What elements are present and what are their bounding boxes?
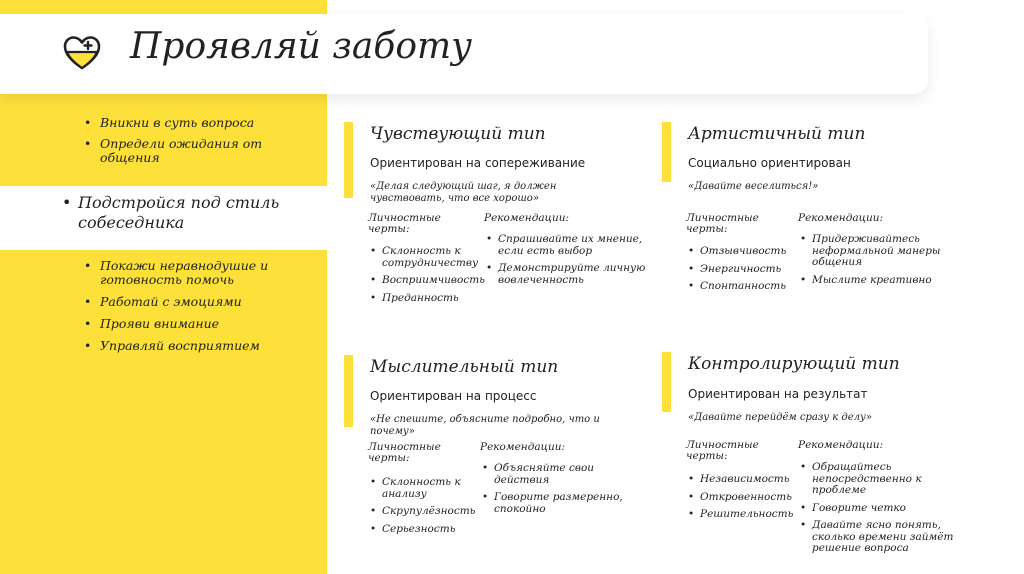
traits-label: Личностные черты: [686, 439, 759, 462]
traits-list [686, 246, 798, 299]
list-item: • Серьезность [368, 524, 480, 536]
recommendations-label: Рекомендации: [798, 439, 884, 451]
list-item: • Вникни в суть вопроса [78, 116, 278, 130]
recommendations-label: Рекомендации: [480, 441, 566, 453]
card-thinking-type [344, 355, 654, 555]
card-title: Контролирующий тип [688, 354, 900, 374]
list-item: • Демонстрируйте личную вовлеченность [484, 263, 649, 286]
card-accent-bar [662, 122, 671, 182]
list-item: • Объясняйте свои действия [480, 463, 630, 486]
card-accent-bar [344, 355, 353, 427]
list-item: • Склонность к анализу [368, 477, 480, 500]
card-orientation: Социально ориентирован [688, 156, 851, 170]
left-middle-list [56, 193, 306, 233]
list-item: • Спонтанность [686, 281, 798, 293]
card-title: Артистичный тип [688, 124, 866, 144]
list-item: • Определи ожидания от общения [78, 137, 278, 165]
left-top-list [78, 116, 278, 172]
list-item: • Работай с эмоциями [78, 295, 288, 309]
list-item: • Подстройся под стиль собеседника [56, 193, 306, 233]
list-item: • Спрашивайте их мнение, если есть выбор [484, 234, 649, 257]
heart-plus-icon [62, 34, 102, 74]
card-feeling-type [344, 122, 654, 322]
recommendations-list [480, 463, 630, 521]
recommendations-list [798, 462, 958, 561]
traits-label: Личностные черты: [368, 441, 441, 464]
list-item: • Независимость [686, 474, 798, 486]
list-item: • Прояви внимание [78, 317, 288, 331]
card-quote: «Давайте перейдём сразу к делу» [688, 412, 872, 423]
list-item: • Отзывчивость [686, 246, 798, 258]
card-quote: «Не спешите, объясните подробно, что и почему» [370, 414, 600, 437]
card-accent-bar [662, 352, 671, 412]
list-item: • Покажи неравнодушие и готовность помочь [78, 259, 288, 287]
recommendations-label: Рекомендации: [798, 212, 884, 224]
list-item: • Мыслите креативно [798, 275, 968, 287]
list-item: • Энергичность [686, 264, 798, 276]
card-artistic-type [662, 122, 982, 322]
list-item: • Управляй восприятием [78, 339, 288, 353]
left-bottom-list [78, 259, 288, 361]
card-orientation: Ориентирован на процесс [370, 389, 537, 403]
list-item: • Восприимчивость [368, 275, 480, 287]
card-quote: «Давайте веселиться!» [688, 181, 819, 192]
traits-list [686, 474, 798, 527]
card-title: Чувствующий тип [370, 124, 546, 144]
list-item: • Давайте ясно понять, сколько времени займёт решение вопроса [798, 520, 958, 555]
recommendations-label: Рекомендации: [484, 212, 570, 224]
page-title: Проявляй заботу [130, 26, 473, 67]
list-item: • Скрупулёзность [368, 506, 480, 518]
list-item: • Говорите размеренно, спокойно [480, 492, 630, 515]
card-quote: «Делая следующий шаг, я должен чувствовать, что все хорошо» [370, 181, 557, 204]
list-item: • Склонность к сотрудничеству [368, 246, 480, 269]
recommendations-list [484, 234, 649, 292]
traits-label: Личностные черты: [686, 212, 759, 235]
card-orientation: Ориентирован на результат [688, 387, 868, 401]
recommendations-list [798, 234, 968, 292]
card-controlling-type [662, 352, 982, 562]
traits-list [368, 245, 485, 310]
card-accent-bar [344, 122, 353, 198]
list-item: • Говорите четко [798, 503, 958, 515]
list-item: • Обращайтесь непосредственно к проблеме [798, 462, 958, 497]
card-orientation: Ориентирован на сопереживание [370, 156, 586, 170]
traits-label: Личностные черты: [368, 212, 441, 235]
traits-list [368, 477, 480, 541]
list-item: • Придерживайтесь неформальной манеры общения [798, 234, 968, 269]
list-item: • Откровенность [686, 492, 798, 504]
card-title: Мыслительный тип [370, 357, 559, 377]
list-item: • Решительность [686, 509, 798, 521]
list-item: • Преданность [368, 293, 480, 305]
